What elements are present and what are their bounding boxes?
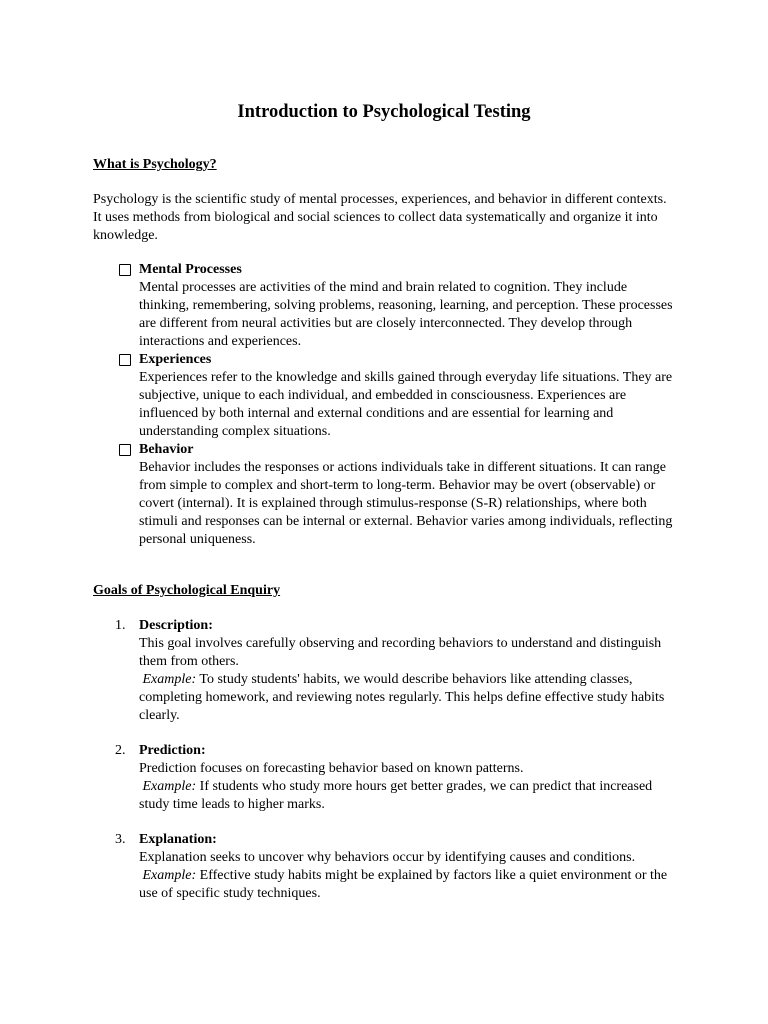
item-title: Mental Processes <box>139 262 242 277</box>
goal-example <box>139 671 675 725</box>
checkbox-icon <box>119 444 131 456</box>
goal-example <box>139 867 675 903</box>
goal-example <box>139 778 675 814</box>
example-label: Example: <box>142 672 197 687</box>
goals-list <box>93 617 675 903</box>
checkbox-icon <box>119 264 131 276</box>
list-number: 3. <box>115 832 126 847</box>
document-title: Introduction to Psychological Testing <box>237 102 531 122</box>
goal-item-description <box>115 617 675 725</box>
example-text: If students who study more hours get better grades, we can predict that increased study time leads to higher marks. <box>139 779 653 812</box>
goal-text: Prediction focuses on forecasting behavior based on known patterns. <box>139 761 524 776</box>
section-heading-goals: Goals of Psychological Enquiry <box>93 583 281 598</box>
goal-item-explanation <box>115 831 675 903</box>
section-heading-what-is-psychology: What is Psychology? <box>93 157 217 172</box>
goal-title: Prediction: <box>139 743 206 758</box>
goal-item-prediction <box>115 742 675 814</box>
example-label: Example: <box>142 779 197 794</box>
psychology-components-list <box>93 261 675 549</box>
item-description: Behavior includes the responses or actions individuals take in different situations. It can range from simple to complex and short-term to long-term. Behavior may be overt (observable) or covert (internal). It is explained through stimulus-response (S-R) relationships, where both stimuli and responses can be internal or external. Behavior varies among individuals, reflecting personal uniqueness. <box>139 460 673 547</box>
intro-paragraph: Psychology is the scientific study of mental processes, experiences, and behavior in different contexts. It uses methods from biological and social sciences to collect data systematically and organize it into knowledge. <box>93 192 667 243</box>
item-description: Experiences refer to the knowledge and skills gained through everyday life situations. They are subjective, unique to each individual, and embedded in consciousness. Experiences are influenced by both internal and external conditions and are essential for learning and understanding complex situations. <box>139 370 673 439</box>
list-item-experiences <box>118 351 675 441</box>
example-text: Effective study habits might be explained by factors like a quiet environment or the use of specific study techniques. <box>139 868 668 901</box>
goal-title: Explanation: <box>139 832 217 847</box>
goal-text: Explanation seeks to uncover why behaviors occur by identifying causes and conditions. <box>139 850 636 865</box>
example-text: To study students' habits, we would describe behaviors like attending classes, completing homework, and reviewing notes regularly. This helps define effective study habits clearly. <box>139 672 665 723</box>
item-title: Experiences <box>139 352 212 367</box>
checkbox-icon <box>119 354 131 366</box>
list-number: 2. <box>115 743 126 758</box>
list-number: 1. <box>115 618 126 633</box>
goal-title: Description: <box>139 618 213 633</box>
example-label: Example: <box>142 868 197 883</box>
goal-text: This goal involves carefully observing and recording behaviors to understand and distinguish them from others. <box>139 636 662 669</box>
item-description: Mental processes are activities of the mind and brain related to cognition. They include thinking, remembering, solving problems, reasoning, learning, and perception. These processes are different from neural activities but are closely interconnected. They develop through interactions and experiences. <box>139 280 673 349</box>
list-item-mental-processes <box>118 261 675 351</box>
item-title: Behavior <box>139 442 194 457</box>
list-item-behavior <box>118 441 675 549</box>
